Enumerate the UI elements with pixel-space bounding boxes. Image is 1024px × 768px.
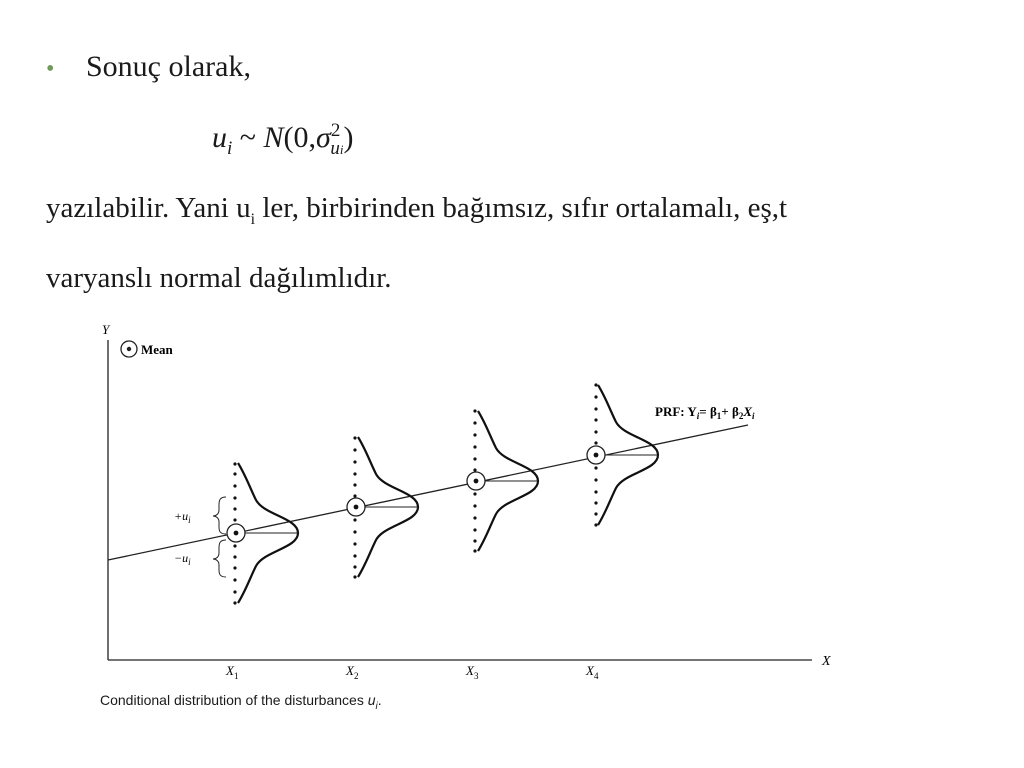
mean-point-3-dot (474, 479, 479, 484)
minus-u-brace (213, 540, 226, 577)
distribution-x2 (347, 436, 418, 578)
formula-args: (0, (283, 121, 317, 154)
x-tick-1: $X_1$ (226, 663, 239, 681)
line1-a: yazılabilir. Yani u (46, 192, 251, 224)
mean-point-1-dot (234, 531, 239, 536)
paragraph-line-2: varyanslı normal dağılımlıdır. (46, 262, 392, 294)
formula-close: ) (343, 121, 354, 154)
formula-sub-ii: i (339, 142, 344, 157)
y-axis-label: Y (102, 322, 110, 337)
figure-caption (100, 692, 382, 712)
formula-sup: 2 (330, 120, 341, 141)
bullet-text: Sonuç olarak, (86, 50, 251, 83)
mean-point-2-dot (354, 505, 359, 510)
bullet-dot-icon: • (46, 56, 55, 82)
distribution-x4 (587, 383, 658, 526)
formula-sub-u: u (330, 138, 340, 159)
caption-i: i (375, 700, 378, 712)
formula-sigma: σ (316, 121, 331, 154)
caption-text: Conditional distribution of the disturbances (100, 692, 368, 708)
x-tick-4: $X_4$ (586, 663, 599, 681)
plus-u-label: $+u_i$ (174, 509, 191, 525)
line1-b: ler, birbirinden bağımsız, sıfır ortalamalı, eş,t (255, 192, 788, 224)
minus-u-label: $-u_i$ (174, 551, 191, 567)
caption-end: . (377, 692, 382, 708)
formula-tilde: ~ (239, 121, 257, 154)
line1-sub: i (250, 210, 256, 228)
x-tick-2: $X_2$ (346, 663, 359, 681)
caption-u: u (367, 692, 376, 708)
x-tick-3: $X_3$ (466, 663, 479, 681)
legend-mean-dot (127, 347, 131, 351)
x-axis-label: X (822, 654, 831, 669)
mean-point-4-dot (594, 453, 599, 458)
legend-mean-label: Mean (141, 342, 173, 357)
prf-label: PRF: $Y_i= \beta_1+ \beta_2X_i$ (655, 404, 755, 421)
distribution-x1 (227, 462, 298, 604)
formula-u: u (212, 121, 227, 154)
formula-sub-i: i (227, 138, 233, 159)
distribution-x3 (467, 409, 538, 552)
plus-u-brace (213, 497, 226, 534)
formula-n: N (263, 121, 284, 154)
